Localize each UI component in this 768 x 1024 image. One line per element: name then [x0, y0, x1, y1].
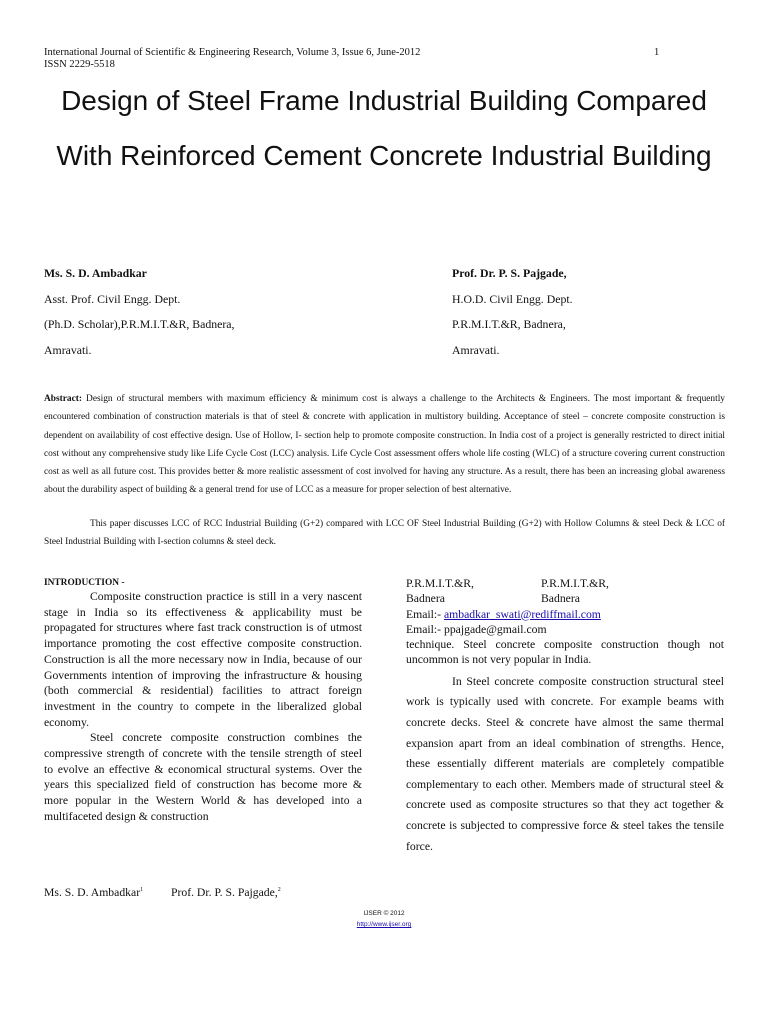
email-line-1	[406, 607, 724, 622]
author-block-2	[452, 261, 732, 363]
issn: ISSN 2229-5518	[44, 59, 115, 70]
abstract-paragraph-2: This paper discusses LCC of RCC Industrial Building (G+2) compared with LCC OF Steel Industrial Building (G+2) with Hollow Columns & steel Deck & LCC of Steel Industrial Building with I-section columns & steel deck.	[44, 519, 725, 548]
abstract	[44, 390, 725, 500]
email-label: Email:-	[406, 607, 444, 621]
footnote-marker-2: 2	[277, 887, 281, 894]
left-column	[44, 577, 362, 825]
author-affiliation-line: H.O.D. Civil Engg. Dept.	[452, 291, 573, 306]
body-paragraph-continuation: technique. Steel concrete composite construction though not uncommon is not very popular in India.	[406, 638, 724, 667]
author-affiliation-line: P.R.M.I.T.&R, Badnera,	[452, 317, 566, 331]
affiliation-row	[406, 591, 724, 606]
affiliation-institute: P.R.M.I.T.&R,	[541, 577, 609, 590]
journal-citation: International Journal of Scientific & Engineering Research, Volume 3, Issue 6, June-2012	[44, 47, 421, 58]
right-column	[406, 576, 724, 857]
email-label: Email:-	[406, 622, 444, 636]
body-paragraph: Steel concrete composite construction combines the compressive strength of concrete with the tensile strength of steel to evolve an effective & economical structural systems. Over the years this specialized field of construction has become more & more popular in the Western World & has developed into a multifaceted design & construction	[44, 731, 362, 823]
author-name: Prof. Dr. P. S. Pajgade,	[452, 266, 567, 280]
abstract-label: Abstract:	[44, 394, 83, 404]
footer-url	[0, 921, 768, 928]
author-affiliation-line: Asst. Prof. Civil Engg. Dept.	[44, 291, 181, 306]
author-affiliation-line: Amravati.	[44, 342, 92, 357]
affiliation-row	[406, 576, 724, 591]
body-paragraph: In Steel concrete composite construction structural steel work is typically used with concrete. For example beams with concrete decks. Steel & concrete have almost the same thermal expansion apart from an ideal combination of strengths. Hence, these essentially different materials are completely compatible complementary to each other. Members made of structural steel & concrete used as composite structures so that they act together & concrete is subjected to compressive force & steel takes the tensile force.	[406, 674, 724, 853]
journal-header	[44, 47, 420, 71]
author-block-1	[44, 261, 374, 363]
footnote-marker-1: 1	[140, 887, 144, 894]
author-name: Ms. S. D. Ambadkar	[44, 266, 147, 280]
email-line-2	[406, 622, 724, 637]
page-number: 1	[654, 47, 660, 58]
abstract-text: Design of structural members with maximum efficiency & minimum cost is always a challenge to the Architects & Engineers. The most important & frequently encountered combination of construction materials is that of steel & concrete with application in multistory building. Acceptance of steel – concrete composite construction is dependent on availability of cost effective design. Use of Hollow, I- section help to promote composite construction. In India cost of a project is generally restricted to direct initial cost without any comprehensive study like Life Cycle Cost (LCC) analysis. Life Cycle Cost assessment offers whole life costing (WLC) of a structure covering current construction cost as well as all future cost. This provides better & more realistic assessment of cost involved for having any structure. As a result, there has been an increasing global awareness about the durability aspect of building & a general trend for use of LCC as a measure for proper selection of best alternative.	[44, 394, 725, 496]
email-link-ambadkar[interactable]: ambadkar_swati@rediffmail.com	[443, 607, 601, 621]
author-footnote	[44, 886, 281, 899]
footnote-author-1: Ms. S. D. Ambadkar	[44, 886, 141, 899]
author-affiliation-line: Amravati.	[452, 342, 500, 357]
author-affiliation-line: (Ph.D. Scholar),P.R.M.I.T.&R, Badnera,	[44, 317, 235, 331]
paper-title: Design of Steel Frame Industrial Building Compared With Reinforced Cement Concrete Industrial Building	[56, 85, 712, 171]
footer-copyright: IJSER © 2012	[363, 910, 405, 917]
section-heading-introduction: INTRODUCTION -	[44, 578, 125, 588]
footer-url-link[interactable]: http://www.ijser.org	[356, 921, 412, 928]
body-paragraph: Composite construction practice is still in a very nascent stage in India so its effectiveness & applicability must be propagated for structures where fast track construction is of utmost importance promoting the cost effective composite construction. Construction is all the more necessary now in India, because of our Governments intention of improving the infrastructure & housing (both commercial & residential) facilities to attract foreign investment in the country to compete in the liberalized global economy.	[44, 590, 362, 729]
footnote-author-2: Prof. Dr. P. S. Pajgade,	[170, 886, 278, 899]
affiliation-city: Badnera	[406, 592, 445, 606]
affiliation-city: Badnera	[541, 592, 580, 606]
affiliation-institute: P.R.M.I.T.&R,	[406, 577, 474, 590]
email-pajgade: ppajgade@gmail.com	[443, 622, 547, 636]
